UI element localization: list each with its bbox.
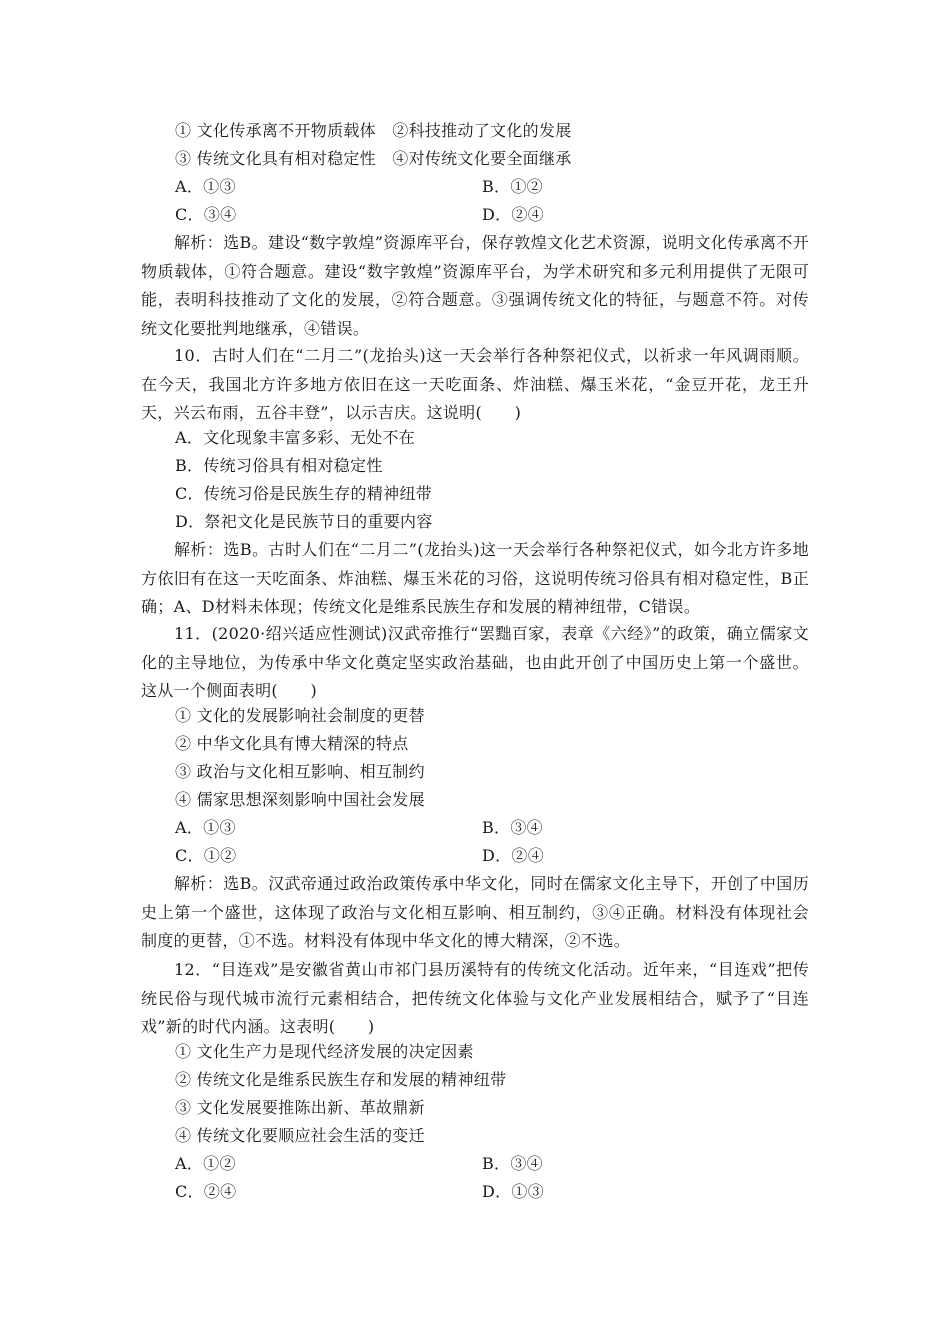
q12-stem: 12．“目连戏”是安徽省黄山市祁门县历溪特有的传统文化活动。近年来，“目连戏”把传统民俗与现代城市流行元素相结合，把传统文化体验与文化产业发展相结合，赋予了“目连戏”新的时代内涵。这表明( ) [141,960,809,1037]
q12-statement-3: ③ 文化发展要推陈出新、革故鼎新 [175,1098,425,1117]
q10-option-d: D．祭祀文化是民族节日的重要内容 [175,512,433,531]
q11-option-d: D．②④ [482,846,545,865]
q11-statement-2: ② 中华文化具有博大精深的特点 [175,734,409,753]
q9-option-c: C．③④ [175,205,237,224]
q12-option-d: D．①③ [482,1182,545,1201]
q10-option-a: A．文化现象丰富多彩、无处不在 [175,428,416,447]
q11-option-a: A．①③ [175,818,236,837]
q12-option-c: C．②④ [175,1182,237,1201]
q12-statement-2: ② 传统文化是维系民族生存和发展的精神纽带 [175,1070,507,1089]
q11-statement-3: ③ 政治与文化相互影响、相互制约 [175,762,425,781]
q9-option-b: B．①② [482,177,543,196]
q12-option-b: B．③④ [482,1154,543,1173]
q9-statement-3-4: ③ 传统文化具有相对稳定性 ④对传统文化要全面继承 [175,149,572,168]
q10-option-b: B．传统习俗具有相对稳定性 [175,456,383,475]
q11-stem: 11．(2020·绍兴适应性测试)汉武帝推行“罢黜百家，表章《六经》”的政策，确立儒家文化的主导地位，为传承中华文化奠定坚实政治基础，也由此开创了中国历史上第一个盛世。这从一个侧面表明( ) [141,624,809,701]
q10-stem: 10．古时人们在“二月二”(龙抬头)这一天会举行各种祭祀仪式，以祈求一年风调雨顺。在今天，我国北方许多地方依旧在这一天吃面条、炸油糕、爆玉米花，“金豆开花，龙王升天，兴云布雨，五谷丰登”，以示吉庆。这说明( ) [141,346,809,423]
q10-option-c: C．传统习俗是民族生存的精神纽带 [175,484,433,503]
q12-statement-1: ① 文化生产力是现代经济发展的决定因素 [175,1042,474,1061]
q11-statement-4: ④ 儒家思想深刻影响中国社会发展 [175,790,425,809]
q11-option-c: C．①② [175,846,237,865]
q11-analysis: 解析：选B。汉武帝通过政治政策传承中华文化，同时在儒家文化主导下，开创了中国历史上第一个盛世，这体现了政治与文化相互影响、相互制约，③④正确。材料没有体现社会制度的更替，①不选。材料没有体现中华文化的博大精深，②不选。 [141,874,809,951]
q11-option-b: B．③④ [482,818,543,837]
q9-statement-1-2: ① 文化传承离不开物质载体 ②科技推动了文化的发展 [175,121,572,140]
q12-option-a: A．①② [175,1154,236,1173]
q11-statement-1: ① 文化的发展影响社会制度的更替 [175,706,425,725]
q12-statement-4: ④ 传统文化要顺应社会生活的变迁 [175,1126,425,1145]
q10-analysis: 解析：选B。古时人们在“二月二”(龙抬头)这一天会举行各种祭祀仪式，如今北方许多地方依旧有在这一天吃面条、炸油糕、爆玉米花的习俗，这说明传统习俗具有相对稳定性，B正确；A、D材料未体现；传统文化是维系民族生存和发展的精神纽带，C错误。 [141,540,809,617]
q9-option-d: D．②④ [482,205,545,224]
q9-analysis: 解析：选B。建设“数字敦煌”资源库平台，保存敦煌文化艺术资源，说明文化传承离不开物质载体，①符合题意。建设“数字敦煌”资源库平台，为学术研究和多元利用提供了无限可能，表明科技推动了文化的发展，②符合题意。③强调传统文化的特征，与题意不符。对传统文化要批判地继承，④错误。 [141,233,809,338]
q9-option-a: A．①③ [175,177,236,196]
